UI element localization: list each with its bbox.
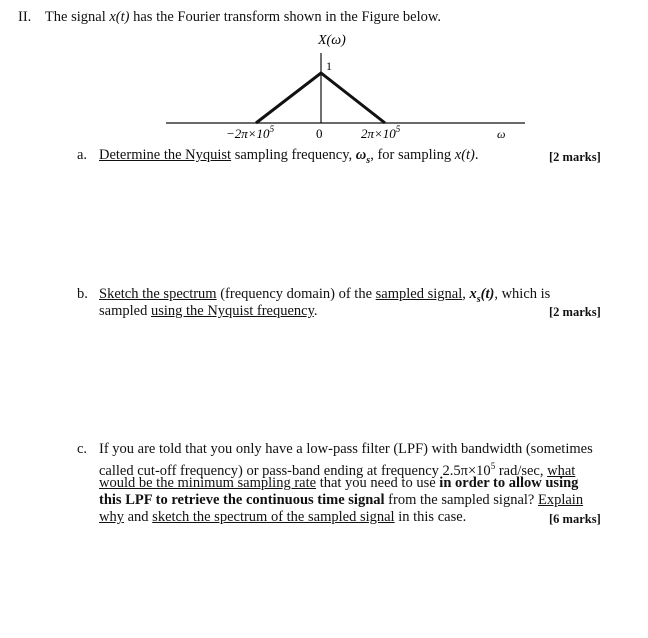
part-c-l2-underlined: what (547, 462, 576, 479)
part-b-marks: [2 marks] (549, 305, 601, 319)
part-a-letter: a. (77, 147, 88, 163)
right-tick-label: $2\pi\times 10^5$ (361, 124, 401, 141)
part-b-line2 (99, 303, 318, 320)
part-c-l5-underlined1: why (99, 509, 124, 525)
part-c-l1-text: If you are told that you only have a low-pass filter (LPF) with bandwidth (sometimes (99, 441, 593, 457)
part-c-letter: c. (77, 441, 88, 457)
part-c-line3 (99, 475, 578, 492)
left-tick-label: $-2\pi\times 10^5$ (226, 124, 275, 141)
part-a-text2: , for sampling (370, 147, 455, 163)
part-c-l3-bold: in order to allow using (439, 475, 579, 491)
part-c-l5-text2: in this case. (394, 509, 467, 525)
part-a-underlined: Determine the Nyquist (99, 147, 232, 163)
part-c-l3-text: that you need to use (316, 475, 440, 491)
omega-subscript: s (366, 154, 371, 166)
sampled-signal-arg: (t) (480, 286, 495, 302)
part-a-marks: [2 marks] (549, 150, 601, 164)
part-b-text2: , (462, 286, 470, 302)
part-b-l2-text: sampled (99, 303, 151, 319)
part-c-l3-underlined: would be the minimum sampling rate (99, 475, 317, 491)
part-c-l2-text: called cut-off frequency) or pass-band ending at frequency 2.5π×10 (99, 462, 491, 479)
zero-label: 0 (316, 126, 323, 141)
part-c-marks: [6 marks] (549, 512, 601, 526)
part-a-text1: sampling frequency, (231, 147, 356, 163)
part-c-line4 (99, 492, 583, 509)
part-a (77, 147, 479, 169)
axis-label-omega: ω (497, 127, 506, 141)
part-c-line5 (99, 509, 466, 526)
part-b-l2-underlined: using the Nyquist frequency (150, 303, 314, 319)
figure-title: X(ω) (318, 33, 346, 48)
part-a-text3: . (474, 147, 479, 163)
part-c-l2-exp: 5 (490, 461, 496, 471)
part-a-signal: x(t) (454, 147, 475, 163)
header-text: The signal (44, 9, 110, 25)
part-c-l4-underlined: Explain (537, 492, 584, 508)
header-text-end: has the Fourier transform shown in the Figure below. (129, 9, 442, 25)
part-c-l5-text1: and (123, 509, 153, 525)
part-c-l4-text: from the sampled signal? (384, 492, 538, 508)
omega-symbol: ω (355, 147, 367, 163)
question-header (18, 9, 441, 26)
part-c-l4-bold: this LPF to retrieve the continuous time signal (99, 492, 385, 508)
sampled-signal-symbol: x (469, 286, 477, 302)
part-b-text1: (frequency domain) of the (216, 286, 376, 302)
signal-symbol: x(t) (109, 9, 130, 25)
part-b-letter: b. (77, 286, 88, 302)
part-b-l2-end: . (313, 303, 318, 319)
part-b-underlined2: sampled signal (375, 286, 463, 302)
part-b-underlined1: Sketch the spectrum (99, 286, 217, 302)
part-c-l2-text2: rad/sec, (495, 462, 548, 479)
part-b-text3: , which is (494, 286, 551, 302)
part-c-l5-underlined2: sketch the spectrum of the sampled signal (152, 509, 395, 525)
part-c-line1 (77, 441, 593, 458)
sampled-signal-subscript: s (476, 293, 481, 305)
peak-label: 1 (326, 59, 332, 73)
question-number: II. (18, 9, 32, 25)
